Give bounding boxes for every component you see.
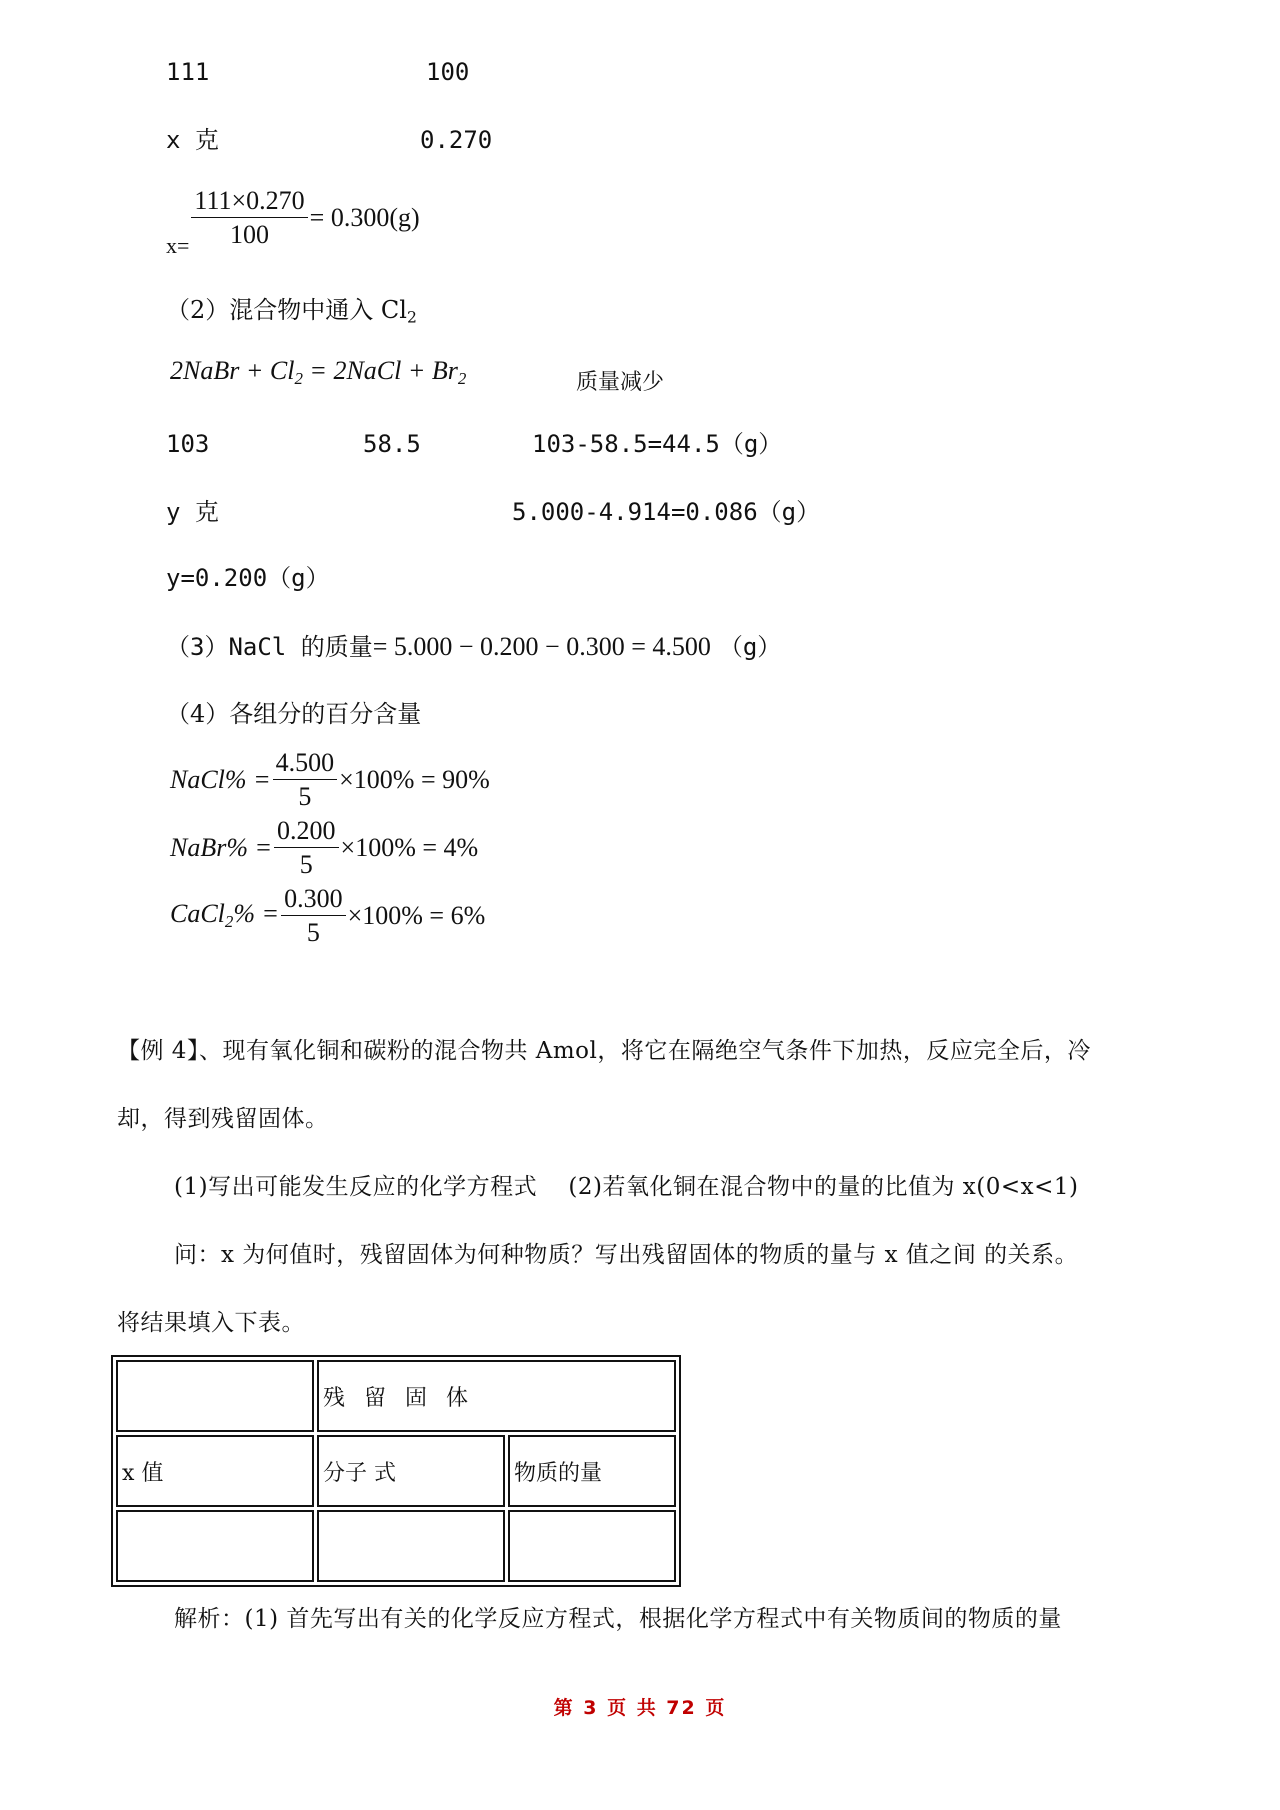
step2-equation: 2NaBr + $Cl_2$ = 2NaCl + $Br_2$ [170,356,467,389]
example4-line2: 却，得到残留固体。 [117,1106,329,1132]
example4-line1: 【例 4】、现有氧化铜和碳粉的混合物共 Amol，将它在隔绝空气条件下加热，反应完全后，冷 [117,1038,1091,1064]
table-cell-empty [317,1510,505,1582]
page-footer: 第 3 页 共 72 页 [553,1697,727,1719]
step2-row1-c: 103-58.5=44.5（g） [532,430,783,458]
table-col-amount: 物质的量 [508,1435,676,1507]
step3-line: （3）NaCl 的质量= 5.000 − 0.200 − 0.300 = 4.500 （g） [166,632,782,661]
nabr-percent-formula: NaBr% = $\frac{0.200}{5}$ ×100% = 4% [170,816,479,879]
example4-line3: (1)写出可能发生反应的化学方程式 (2)若氧化铜在混合物中的量的比值为 x(0<x<1) [174,1174,1079,1200]
table-col-x-value: x 值 [116,1435,314,1507]
table-row [116,1510,676,1582]
calc1-formula [166,186,420,258]
step4-title: （4）各组分的百分含量 [166,700,422,728]
calc1-row2-a: x 克 [166,126,219,154]
step2-y-result: y=0.200（g） [166,564,330,592]
nacl-percent-formula: NaCl% = $\frac{4.500}{5}$ ×100% = 90% [170,748,490,811]
table-cell-empty [508,1510,676,1582]
example4-line4: 问：x 为何值时，残留固体为何种物质？写出残留固体的物质的量与 x 值之间 的关系。 [174,1242,1079,1268]
table-col-formula: 分子 式 [317,1435,505,1507]
step2-row2-c: 5.000-4.914=0.086（g） [512,498,821,526]
table-cell-empty [116,1510,314,1582]
step2-title: （2）混合物中通入 $Cl_2$ [166,296,417,327]
calc1-row1-b: 100 [426,58,470,86]
frac-numerator: 111×0.270 [191,188,307,218]
table-header-residue: 残 留 固 体 [317,1360,676,1432]
frac-denominator: 100 [230,220,270,249]
table-cell-empty [116,1360,314,1432]
example4-line5: 将结果填入下表。 [117,1310,305,1336]
result-table [111,1355,681,1587]
table-row [116,1435,676,1507]
step2-row2-a: y 克 [166,498,219,526]
step2-row1-b: 58.5 [363,430,421,458]
calc1-row1-a: 111 [166,58,210,86]
analysis-line: 解析：(1) 首先写出有关的化学反应方程式，根据化学方程式中有关物质间的物质的量 [174,1606,1062,1632]
calc1-row2-b: 0.270 [420,126,493,154]
cacl2-percent-formula: CaCl$_2$% = $\frac{0.300}{5}$ ×100% = 6% [170,884,486,947]
step2-row1-a: 103 [166,430,210,458]
mass-decrease-label: 质量减少 [576,370,665,395]
table-row [116,1360,676,1432]
x-prefix: x= [166,233,190,258]
calc1-result: = 0.300(g) [309,203,420,232]
